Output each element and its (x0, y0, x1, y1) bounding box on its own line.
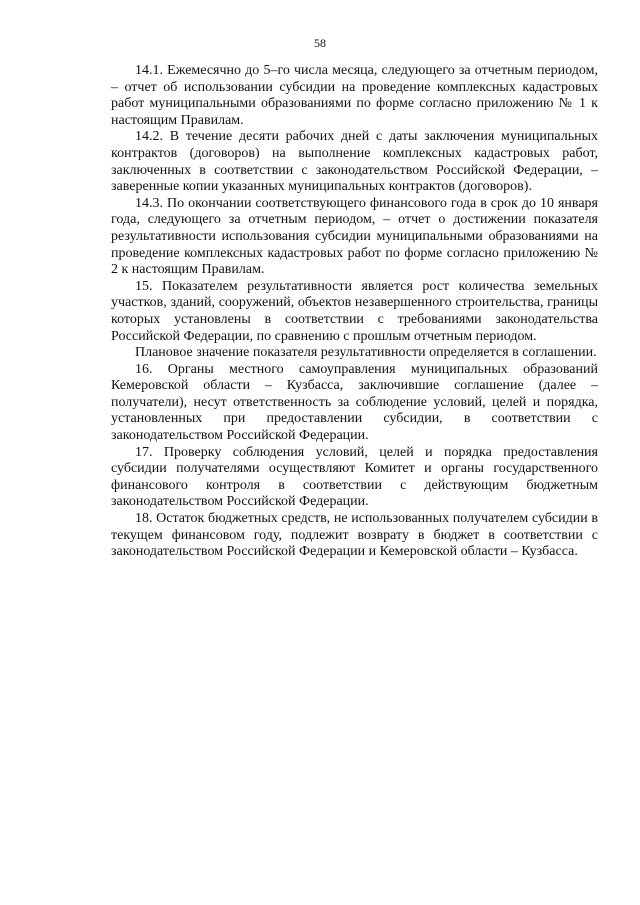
page-number: 58 (314, 36, 326, 50)
paragraph-14-2: 14.2. В течение десяти рабочих дней с даты заключения муниципальных контрактов (договоров) на выполнение комплексных кадастровых работ, заключенных в соответствии с законодательством Российской Федерации, – заверенные копии указанных муниципальных контрактов (договоров). (111, 129, 598, 195)
paragraph-15: 15. Показателем результативности является рост количества земельных участков, зданий, сооружений, объектов незавершенного строительства, границы которых установлены в соответствии с требованиями законодательства Российской Федерации, по сравнению с прошлым отчетным периодом. (111, 278, 598, 344)
paragraph-16: 16. Органы местного самоуправления муниципальных образований Кемеровской области – Кузбасса, заключившие соглашение (далее – получатели), несут ответственность за соблюдение условий, целей и порядка, установленных при предоставлении субсидии, в соответствии с законодательством Российской Федерации. (111, 361, 598, 444)
document-body (111, 63, 598, 561)
paragraph-14-3: 14.3. По окончании соответствующего финансового года в срок до 10 января года, следующего за отчетным периодом, – отчет о достижении показателя результативности использования субсидии муниципальными образованиями на проведение комплексных кадастровых работ по форме согласно приложению № 2 к настоящим Правилам. (111, 195, 598, 278)
paragraph-17: 17. Проверку соблюдения условий, целей и порядка предоставления субсидии получателями осуществляют Комитет и органы государственного финансового контроля в соответствии с действующим бюджетным законодательством Российской Федерации. (111, 444, 598, 510)
paragraph-18: 18. Остаток бюджетных средств, не использованных получателем субсидии в текущем финансовом году, подлежит возврату в бюджет в соответствии с законодательством Российской Федерации и Кемеровской области – Кузбасса. (111, 511, 598, 560)
paragraph-14-1: 14.1. Ежемесячно до 5–го числа месяца, следующего за отчетным периодом, – отчет об использовании субсидии на проведение комплексных кадастровых работ муниципальными образованиями по форме согласно приложению № 1 к настоящим Правилам. (111, 63, 598, 128)
paragraph-15-planned-value: Плановое значение показателя результативности определяется в соглашении. (135, 345, 597, 361)
